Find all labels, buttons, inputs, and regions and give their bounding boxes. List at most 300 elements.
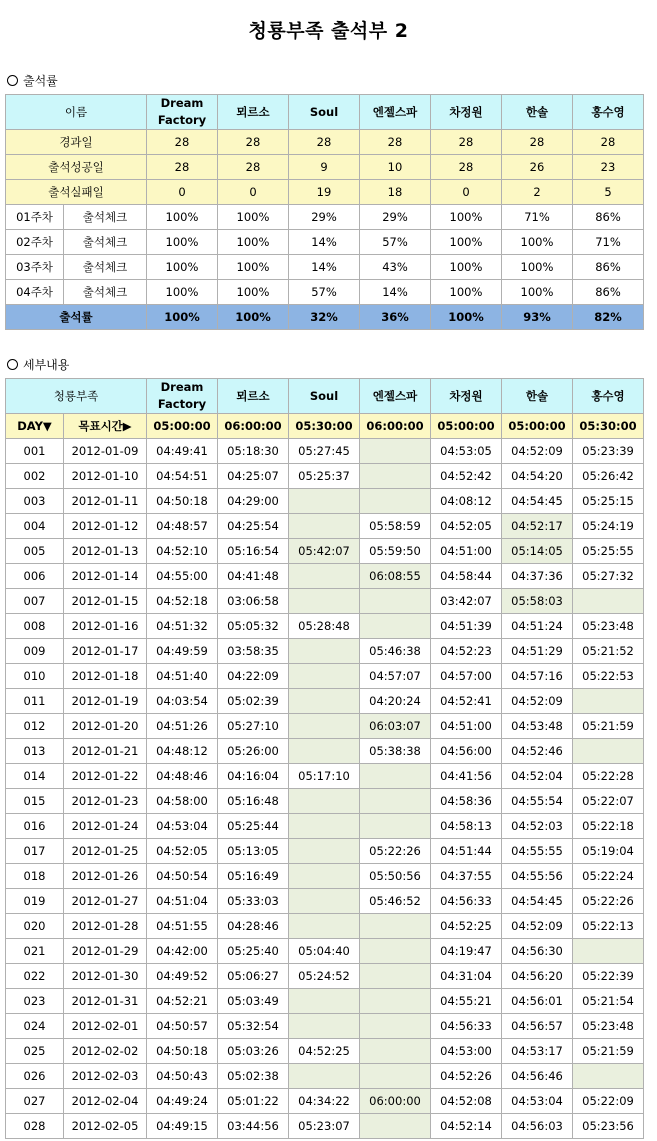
week-check-label: 출석체크 <box>64 280 147 305</box>
missing-time-cell <box>289 489 360 514</box>
target-time: 05:00:00 <box>147 414 218 439</box>
missing-time-cell <box>360 814 431 839</box>
week-rate: 43% <box>360 255 431 280</box>
check-in-time: 04:50:18 <box>147 1039 218 1064</box>
day-date: 2012-01-28 <box>64 914 147 939</box>
week-rate: 14% <box>289 255 360 280</box>
check-in-time: 04:53:04 <box>147 814 218 839</box>
day-row <box>6 814 644 839</box>
missing-time-cell <box>573 689 644 714</box>
day-date: 2012-01-13 <box>64 539 147 564</box>
check-in-time: 04:56:01 <box>502 989 573 1014</box>
stat-value: 2 <box>502 180 573 205</box>
stat-value: 26 <box>502 155 573 180</box>
stat-value: 28 <box>147 155 218 180</box>
missing-time-cell <box>360 764 431 789</box>
check-in-time: 05:26:42 <box>573 464 644 489</box>
check-in-time: 04:51:24 <box>502 614 573 639</box>
check-in-time: 04:58:00 <box>147 789 218 814</box>
week-check-label: 출석체크 <box>64 205 147 230</box>
day-date: 2012-01-31 <box>64 989 147 1014</box>
day-row <box>6 839 644 864</box>
target-time: 05:00:00 <box>502 414 573 439</box>
check-in-time: 04:49:59 <box>147 639 218 664</box>
check-in-time: 05:04:40 <box>289 939 360 964</box>
day-number: 026 <box>6 1064 64 1089</box>
check-in-time: 04:52:25 <box>431 914 502 939</box>
week-rate: 100% <box>431 205 502 230</box>
member-header: 뫼르소 <box>218 95 289 130</box>
missing-time-cell <box>289 689 360 714</box>
week-rate: 14% <box>360 280 431 305</box>
day-date: 2012-01-24 <box>64 814 147 839</box>
check-in-time: 05:22:28 <box>573 764 644 789</box>
day-date: 2012-02-03 <box>64 1064 147 1089</box>
week-rate: 100% <box>218 230 289 255</box>
check-in-time: 04:52:09 <box>502 439 573 464</box>
day-date: 2012-01-12 <box>64 514 147 539</box>
missing-time-cell <box>360 914 431 939</box>
check-in-time: 05:46:38 <box>360 639 431 664</box>
week-rate: 57% <box>289 280 360 305</box>
total-rate-value: 100% <box>218 305 289 330</box>
member-header: 한솔 <box>502 95 573 130</box>
check-in-time: 04:52:17 <box>502 514 573 539</box>
check-in-time: 05:22:39 <box>573 964 644 989</box>
check-in-time: 04:25:54 <box>218 514 289 539</box>
day-date: 2012-01-30 <box>64 964 147 989</box>
day-number: 007 <box>6 589 64 614</box>
day-number: 004 <box>6 514 64 539</box>
missing-time-cell <box>289 564 360 589</box>
day-number: 012 <box>6 714 64 739</box>
day-date: 2012-01-26 <box>64 864 147 889</box>
week-row <box>6 205 644 230</box>
missing-time-cell <box>360 1014 431 1039</box>
check-in-time: 04:52:23 <box>431 639 502 664</box>
target-time: 06:00:00 <box>218 414 289 439</box>
check-in-time: 03:44:56 <box>218 1114 289 1139</box>
check-in-time: 06:03:07 <box>360 714 431 739</box>
check-in-time: 05:23:48 <box>573 1014 644 1039</box>
day-number: 014 <box>6 764 64 789</box>
day-date: 2012-01-17 <box>64 639 147 664</box>
day-number: 001 <box>6 439 64 464</box>
check-in-time: 05:23:07 <box>289 1114 360 1139</box>
check-in-time: 04:52:25 <box>289 1039 360 1064</box>
check-in-time: 04:53:05 <box>431 439 502 464</box>
day-number: 010 <box>6 664 64 689</box>
day-row <box>6 514 644 539</box>
day-row <box>6 739 644 764</box>
check-in-time: 05:23:48 <box>573 614 644 639</box>
day-date: 2012-01-11 <box>64 489 147 514</box>
day-number: 017 <box>6 839 64 864</box>
missing-time-cell <box>289 914 360 939</box>
day-row <box>6 714 644 739</box>
check-in-time: 05:25:15 <box>573 489 644 514</box>
day-date: 2012-01-23 <box>64 789 147 814</box>
check-in-time: 05:06:27 <box>218 964 289 989</box>
check-in-time: 05:58:03 <box>502 589 573 614</box>
check-in-time: 04:52:08 <box>431 1089 502 1114</box>
missing-time-cell <box>360 789 431 814</box>
check-in-time: 05:33:03 <box>218 889 289 914</box>
day-row <box>6 1014 644 1039</box>
day-number: 011 <box>6 689 64 714</box>
day-number: 016 <box>6 814 64 839</box>
day-date: 2012-02-04 <box>64 1089 147 1114</box>
check-in-time: 04:51:40 <box>147 664 218 689</box>
total-rate-value: 93% <box>502 305 573 330</box>
week-rate: 57% <box>360 230 431 255</box>
stat-value: 23 <box>573 155 644 180</box>
check-in-time: 04:52:04 <box>502 764 573 789</box>
target-time: 06:00:00 <box>360 414 431 439</box>
week-rate: 86% <box>573 280 644 305</box>
day-row <box>6 1089 644 1114</box>
week-check-label: 출석체크 <box>64 255 147 280</box>
check-in-time: 05:21:59 <box>573 1039 644 1064</box>
check-in-time: 05:25:55 <box>573 539 644 564</box>
check-in-time: 05:32:54 <box>218 1014 289 1039</box>
detail-header-row <box>6 379 644 414</box>
member-header: Soul <box>289 379 360 414</box>
day-row <box>6 1114 644 1139</box>
check-in-time: 04:56:20 <box>502 964 573 989</box>
check-in-time: 05:17:10 <box>289 764 360 789</box>
day-number: 023 <box>6 989 64 1014</box>
week-rate: 100% <box>431 230 502 255</box>
day-row <box>6 664 644 689</box>
member-header: 차정원 <box>431 379 502 414</box>
check-in-time: 05:58:59 <box>360 514 431 539</box>
check-in-time: 05:22:26 <box>573 889 644 914</box>
stat-row <box>6 130 644 155</box>
missing-time-cell <box>360 1039 431 1064</box>
check-in-time: 04:37:55 <box>431 864 502 889</box>
check-in-time: 04:55:54 <box>502 789 573 814</box>
check-in-time: 04:29:00 <box>218 489 289 514</box>
stat-value: 0 <box>147 180 218 205</box>
check-in-time: 05:14:05 <box>502 539 573 564</box>
tribe-header: 청룡부족 <box>6 379 147 414</box>
day-date: 2012-02-01 <box>64 1014 147 1039</box>
week-label: 02주차 <box>6 230 64 255</box>
check-in-time: 04:51:04 <box>147 889 218 914</box>
summary-section-label: 출석률 <box>23 74 58 88</box>
check-in-time: 04:28:46 <box>218 914 289 939</box>
check-in-time: 05:25:44 <box>218 814 289 839</box>
check-in-time: 05:21:59 <box>573 714 644 739</box>
check-in-time: 04:25:07 <box>218 464 289 489</box>
check-in-time: 04:50:54 <box>147 864 218 889</box>
day-date: 2012-01-22 <box>64 764 147 789</box>
day-row <box>6 489 644 514</box>
week-label: 01주차 <box>6 205 64 230</box>
check-in-time: 04:55:00 <box>147 564 218 589</box>
member-header: 엔젤스파 <box>360 379 431 414</box>
stat-value: 18 <box>360 180 431 205</box>
stat-label: 경과일 <box>6 130 147 155</box>
check-in-time: 04:51:29 <box>502 639 573 664</box>
detail-section-heading <box>7 357 69 373</box>
week-rate: 100% <box>502 255 573 280</box>
day-number: 028 <box>6 1114 64 1139</box>
missing-time-cell <box>360 589 431 614</box>
day-date: 2012-01-27 <box>64 889 147 914</box>
day-date: 2012-01-25 <box>64 839 147 864</box>
check-in-time: 05:02:39 <box>218 689 289 714</box>
check-in-time: 04:57:16 <box>502 664 573 689</box>
check-in-time: 04:56:33 <box>431 1014 502 1039</box>
day-row <box>6 964 644 989</box>
missing-time-cell <box>289 639 360 664</box>
missing-time-cell <box>360 489 431 514</box>
check-in-time: 04:51:32 <box>147 614 218 639</box>
check-in-time: 04:53:04 <box>502 1089 573 1114</box>
member-header: Dream Factory <box>147 379 218 414</box>
day-date: 2012-01-21 <box>64 739 147 764</box>
check-in-time: 04:55:56 <box>502 864 573 889</box>
member-header: Dream Factory <box>147 95 218 130</box>
stat-label: 출석성공일 <box>6 155 147 180</box>
check-in-time: 05:21:52 <box>573 639 644 664</box>
target-time: 05:00:00 <box>431 414 502 439</box>
check-in-time: 05:25:40 <box>218 939 289 964</box>
day-row <box>6 764 644 789</box>
check-in-time: 05:42:07 <box>289 539 360 564</box>
check-in-time: 04:57:00 <box>431 664 502 689</box>
check-in-time: 04:54:51 <box>147 464 218 489</box>
check-in-time: 05:22:09 <box>573 1089 644 1114</box>
check-in-time: 04:48:57 <box>147 514 218 539</box>
stat-value: 28 <box>431 155 502 180</box>
check-in-time: 05:16:49 <box>218 864 289 889</box>
check-in-time: 04:51:00 <box>431 539 502 564</box>
check-in-time: 05:21:54 <box>573 989 644 1014</box>
missing-time-cell <box>573 739 644 764</box>
missing-time-cell <box>289 839 360 864</box>
check-in-time: 04:19:47 <box>431 939 502 964</box>
check-in-time: 04:58:36 <box>431 789 502 814</box>
check-in-time: 04:52:05 <box>147 839 218 864</box>
check-in-time: 05:13:05 <box>218 839 289 864</box>
check-in-time: 03:58:35 <box>218 639 289 664</box>
check-in-time: 05:50:56 <box>360 864 431 889</box>
missing-time-cell <box>289 989 360 1014</box>
member-header: 엔젤스파 <box>360 95 431 130</box>
day-number: 027 <box>6 1089 64 1114</box>
check-in-time: 04:51:39 <box>431 614 502 639</box>
check-in-time: 05:59:50 <box>360 539 431 564</box>
check-in-time: 04:49:24 <box>147 1089 218 1114</box>
stat-value: 28 <box>431 130 502 155</box>
check-in-time: 04:50:43 <box>147 1064 218 1089</box>
day-number: 005 <box>6 539 64 564</box>
stat-value: 28 <box>218 130 289 155</box>
week-rate: 100% <box>502 280 573 305</box>
check-in-time: 04:52:09 <box>502 914 573 939</box>
week-label: 03주차 <box>6 255 64 280</box>
stat-value: 0 <box>431 180 502 205</box>
week-row <box>6 255 644 280</box>
day-date: 2012-01-14 <box>64 564 147 589</box>
week-rate: 100% <box>218 280 289 305</box>
day-row <box>6 589 644 614</box>
missing-time-cell <box>289 714 360 739</box>
week-rate: 100% <box>147 205 218 230</box>
check-in-time: 04:52:46 <box>502 739 573 764</box>
check-in-time: 04:54:20 <box>502 464 573 489</box>
check-in-time: 04:52:18 <box>147 589 218 614</box>
check-in-time: 03:42:07 <box>431 589 502 614</box>
check-in-time: 05:02:38 <box>218 1064 289 1089</box>
day-row <box>6 889 644 914</box>
check-in-time: 04:51:55 <box>147 914 218 939</box>
day-date: 2012-01-09 <box>64 439 147 464</box>
week-rate: 100% <box>431 255 502 280</box>
week-rate: 100% <box>218 255 289 280</box>
check-in-time: 06:08:55 <box>360 564 431 589</box>
check-in-time: 04:56:57 <box>502 1014 573 1039</box>
day-row <box>6 564 644 589</box>
check-in-time: 05:22:07 <box>573 789 644 814</box>
missing-time-cell <box>289 814 360 839</box>
week-rate: 86% <box>573 205 644 230</box>
day-row <box>6 614 644 639</box>
total-rate-value: 32% <box>289 305 360 330</box>
check-in-time: 05:16:54 <box>218 539 289 564</box>
member-header: 홍수영 <box>573 95 644 130</box>
day-row <box>6 1039 644 1064</box>
check-in-time: 04:49:52 <box>147 964 218 989</box>
check-in-time: 04:42:00 <box>147 939 218 964</box>
week-row <box>6 230 644 255</box>
total-rate-value: 36% <box>360 305 431 330</box>
attendance-rate-table <box>5 94 644 330</box>
check-in-time: 05:01:22 <box>218 1089 289 1114</box>
day-date: 2012-01-18 <box>64 664 147 689</box>
day-number: 025 <box>6 1039 64 1064</box>
missing-time-cell <box>289 739 360 764</box>
total-rate-value: 100% <box>431 305 502 330</box>
member-header: 한솔 <box>502 379 573 414</box>
check-in-time: 05:16:48 <box>218 789 289 814</box>
week-rate: 100% <box>147 280 218 305</box>
check-in-time: 04:52:10 <box>147 539 218 564</box>
target-time: 05:30:00 <box>573 414 644 439</box>
stat-value: 5 <box>573 180 644 205</box>
check-in-time: 04:51:26 <box>147 714 218 739</box>
day-row <box>6 939 644 964</box>
member-header: 홍수영 <box>573 379 644 414</box>
check-in-time: 05:23:56 <box>573 1114 644 1139</box>
check-in-time: 04:52:41 <box>431 689 502 714</box>
day-row <box>6 439 644 464</box>
check-in-time: 05:18:30 <box>218 439 289 464</box>
check-in-time: 04:56:33 <box>431 889 502 914</box>
summary-section-heading <box>7 73 58 89</box>
week-rate: 29% <box>289 205 360 230</box>
missing-time-cell <box>360 939 431 964</box>
check-in-time: 04:53:00 <box>431 1039 502 1064</box>
check-in-time: 04:52:14 <box>431 1114 502 1139</box>
day-row <box>6 464 644 489</box>
check-in-time: 04:48:46 <box>147 764 218 789</box>
check-in-time: 04:16:04 <box>218 764 289 789</box>
stat-row <box>6 180 644 205</box>
check-in-time: 04:56:00 <box>431 739 502 764</box>
day-date: 2012-01-16 <box>64 614 147 639</box>
total-rate-row <box>6 305 644 330</box>
check-in-time: 04:49:15 <box>147 1114 218 1139</box>
check-in-time: 04:52:09 <box>502 689 573 714</box>
day-row <box>6 864 644 889</box>
check-in-time: 04:58:44 <box>431 564 502 589</box>
week-rate: 100% <box>218 205 289 230</box>
week-rate: 100% <box>147 255 218 280</box>
circle-bullet-icon <box>7 75 18 86</box>
check-in-time: 05:22:24 <box>573 864 644 889</box>
check-in-time: 04:22:09 <box>218 664 289 689</box>
day-date: 2012-02-02 <box>64 1039 147 1064</box>
check-in-time: 04:31:04 <box>431 964 502 989</box>
missing-time-cell <box>289 864 360 889</box>
check-in-time: 03:06:58 <box>218 589 289 614</box>
missing-time-cell <box>360 439 431 464</box>
day-header: DAY▼ <box>6 414 64 439</box>
check-in-time: 04:55:55 <box>502 839 573 864</box>
check-in-time: 05:22:18 <box>573 814 644 839</box>
week-rate: 100% <box>502 230 573 255</box>
check-in-time: 04:53:48 <box>502 714 573 739</box>
missing-time-cell <box>573 939 644 964</box>
week-rate: 29% <box>360 205 431 230</box>
missing-time-cell <box>289 789 360 814</box>
check-in-time: 04:54:45 <box>502 889 573 914</box>
day-date: 2012-01-29 <box>64 939 147 964</box>
stat-value: 19 <box>289 180 360 205</box>
check-in-time: 05:46:52 <box>360 889 431 914</box>
day-number: 013 <box>6 739 64 764</box>
check-in-time: 04:34:22 <box>289 1089 360 1114</box>
day-number: 002 <box>6 464 64 489</box>
day-number: 021 <box>6 939 64 964</box>
check-in-time: 04:08:12 <box>431 489 502 514</box>
check-in-time: 05:27:45 <box>289 439 360 464</box>
check-in-time: 04:54:45 <box>502 489 573 514</box>
stat-value: 28 <box>147 130 218 155</box>
check-in-time: 04:52:03 <box>502 814 573 839</box>
stat-value: 28 <box>218 155 289 180</box>
stat-label: 출석실패일 <box>6 180 147 205</box>
check-in-time: 04:52:42 <box>431 464 502 489</box>
stat-value: 28 <box>573 130 644 155</box>
day-number: 024 <box>6 1014 64 1039</box>
check-in-time: 05:22:13 <box>573 914 644 939</box>
day-date: 2012-01-10 <box>64 464 147 489</box>
total-rate-value: 82% <box>573 305 644 330</box>
check-in-time: 05:23:39 <box>573 439 644 464</box>
day-number: 003 <box>6 489 64 514</box>
missing-time-cell <box>289 889 360 914</box>
day-number: 018 <box>6 864 64 889</box>
day-date: 2012-01-20 <box>64 714 147 739</box>
check-in-time: 04:41:48 <box>218 564 289 589</box>
day-row <box>6 989 644 1014</box>
week-check-label: 출석체크 <box>64 230 147 255</box>
